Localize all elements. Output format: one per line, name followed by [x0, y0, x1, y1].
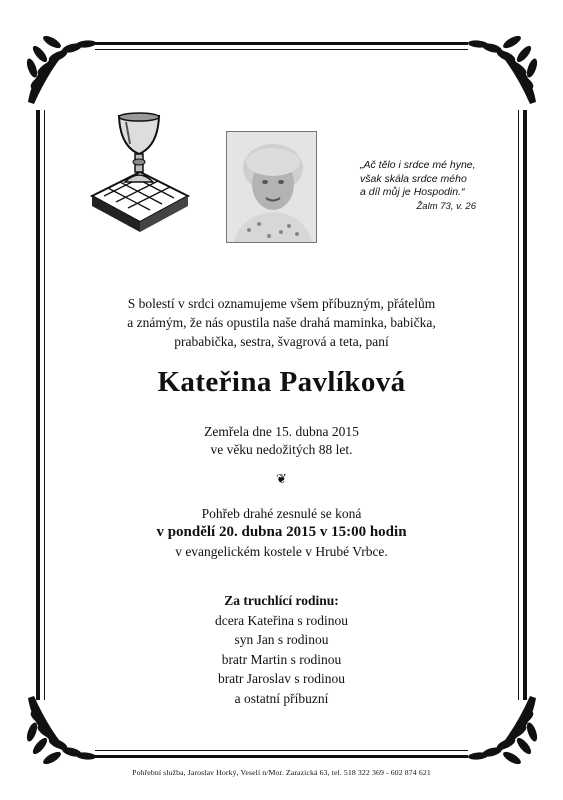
laurel-branch-icon	[20, 24, 106, 110]
quote-line: „Ač tělo i srdce mé hyne,	[360, 159, 476, 171]
announcement-intro	[0, 294, 563, 351]
top-border-thin	[95, 49, 468, 50]
family-member: syn Jan s rodinou	[234, 632, 329, 647]
intro-line: prababička, sestra, švagrová a teta, paní	[174, 334, 389, 349]
flower-ornament-icon: ❦	[276, 471, 287, 486]
death-info	[0, 423, 563, 459]
quote-line: a díl můj je Hospodin.“	[360, 186, 465, 198]
funeral-datetime: v pondělí 20. dubna 2015 v 15:00 hodin	[156, 524, 407, 540]
laurel-branch-icon	[458, 24, 544, 110]
bottom-border-thin	[95, 750, 468, 751]
mourning-family	[0, 591, 563, 708]
portrait-photo	[226, 131, 317, 243]
quote-reference: Žalm 73, v. 26	[416, 200, 476, 212]
family-member: bratr Martin s rodinou	[221, 651, 342, 667]
funeral-intro: Pohřeb drahé zesnulé se koná	[201, 506, 362, 521]
bottom-border	[95, 755, 468, 758]
death-age: ve věku nedožitých 88 let.	[210, 442, 353, 457]
family-member: dcera Kateřina s rodinou	[214, 612, 349, 628]
top-border	[95, 42, 468, 45]
family-member: bratr Jaroslav s rodinou	[217, 671, 346, 686]
deceased-name: Kateřina Pavlíková	[157, 366, 406, 398]
portrait-illustration	[227, 132, 317, 243]
funeral-service-footer: Pohřební služba, Jaroslav Horký, Veselí n/Mor. Zarazická 63, tel. 518 322 369 - 602 874 621	[132, 768, 431, 777]
bible-quote	[360, 159, 520, 213]
intro-line: S bolestí v srdci oznamujeme všem příbuzným, přátelům	[127, 296, 436, 311]
quote-line: však skála srdce mého	[360, 172, 467, 185]
funeral-info	[0, 504, 563, 561]
death-date: Zemřela dne 15. dubna 2015	[204, 424, 359, 439]
family-heading: Za truchlící rodinu:	[224, 593, 339, 608]
family-member: a ostatní příbuzní	[234, 690, 329, 706]
chalice-and-bible-icon	[86, 110, 192, 236]
funeral-place: v evangelickém kostele v Hrubé Vrbce.	[175, 544, 388, 559]
intro-line: a známým, že nás opustila naše drahá maminka, babička,	[127, 315, 436, 330]
